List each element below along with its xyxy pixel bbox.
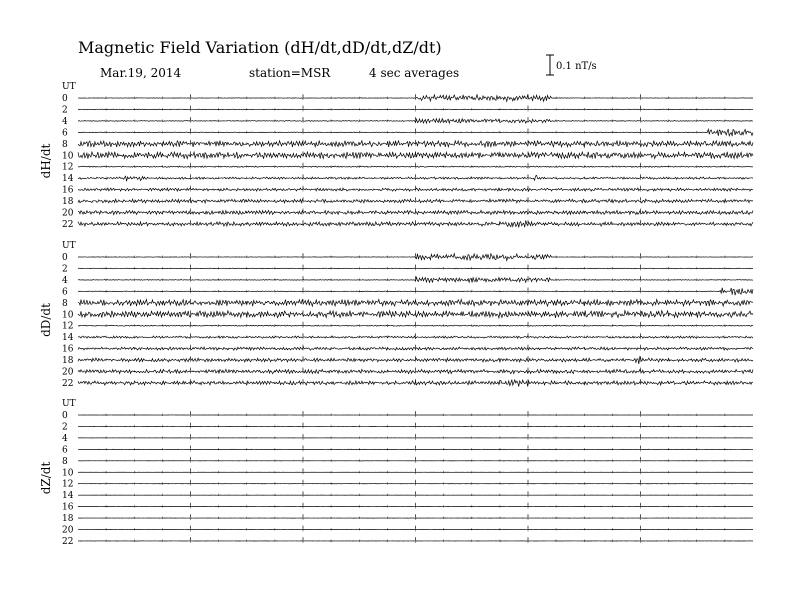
tick-marks <box>106 164 725 169</box>
scale-label: 0.1 nT/s <box>556 61 597 72</box>
hour-label: 8 <box>62 139 68 150</box>
hour-label: 18 <box>62 514 74 525</box>
tick-marks <box>106 469 725 474</box>
tick-marks <box>106 504 725 509</box>
hour-label: 4 <box>62 275 68 286</box>
tick-marks <box>106 412 725 417</box>
hour-label: 6 <box>62 445 68 456</box>
hour-label: 20 <box>62 208 74 219</box>
station-label: station=MSR <box>249 66 331 80</box>
hour-label: 6 <box>62 128 68 139</box>
hour-label: 0 <box>62 253 68 263</box>
hour-label: 18 <box>62 197 74 208</box>
chart-title: Magnetic Field Variation (dH/dt,dD/dt,dZ/dt) <box>78 38 442 57</box>
ut-label: UT <box>62 82 76 92</box>
panel-dz-dt <box>39 399 753 547</box>
panel-ylabel: dZ/dt <box>39 461 53 495</box>
tick-marks <box>106 435 725 440</box>
ut-label: UT <box>62 241 76 251</box>
hour-label: 20 <box>62 525 74 536</box>
hour-label: 12 <box>62 321 74 332</box>
tick-marks <box>106 492 725 497</box>
tick-marks <box>106 446 725 451</box>
panel-dd-dt <box>39 241 753 389</box>
panel-ylabel: dD/dt <box>39 303 53 337</box>
hour-label: 14 <box>62 174 74 185</box>
scale-bar <box>546 55 597 75</box>
tick-marks <box>106 538 725 543</box>
hour-label: 18 <box>62 356 74 367</box>
hour-label: 8 <box>62 298 68 309</box>
tick-marks <box>106 481 725 486</box>
tick-marks <box>106 95 725 100</box>
date-label: Mar.19, 2014 <box>100 66 182 80</box>
hour-label: 8 <box>62 456 68 467</box>
hour-label: 2 <box>62 264 68 275</box>
hour-label: 10 <box>62 310 74 321</box>
hour-label: 4 <box>62 433 68 444</box>
panels-group <box>39 82 753 547</box>
hour-label: 0 <box>62 94 68 104</box>
tick-marks <box>106 265 725 270</box>
tick-marks <box>106 423 725 428</box>
hour-label: 16 <box>62 502 74 513</box>
hour-label: 6 <box>62 287 68 298</box>
averaging-label: 4 sec averages <box>369 66 460 80</box>
ut-label: UT <box>62 399 76 409</box>
panel-ylabel: dH/dt <box>39 143 53 179</box>
hour-label: 16 <box>62 185 74 196</box>
hour-label: 0 <box>62 411 68 421</box>
hour-label: 2 <box>62 105 68 116</box>
tick-marks <box>106 527 725 532</box>
hour-label: 22 <box>62 378 74 389</box>
hour-label: 12 <box>62 162 74 173</box>
hour-label: 16 <box>62 344 74 355</box>
tick-marks <box>106 458 725 463</box>
hour-label: 14 <box>62 491 74 502</box>
hour-label: 10 <box>62 151 74 162</box>
panel-dh-dt <box>39 82 753 230</box>
hour-label: 14 <box>62 333 74 344</box>
hour-label: 12 <box>62 479 74 490</box>
trace-line <box>78 268 753 269</box>
tick-marks <box>106 515 725 520</box>
hour-label: 10 <box>62 468 74 479</box>
hour-label: 2 <box>62 422 68 433</box>
hour-label: 4 <box>62 116 68 127</box>
hour-label: 22 <box>62 536 74 547</box>
tick-marks <box>106 254 725 259</box>
hour-label: 22 <box>62 219 74 230</box>
hour-label: 20 <box>62 367 74 378</box>
